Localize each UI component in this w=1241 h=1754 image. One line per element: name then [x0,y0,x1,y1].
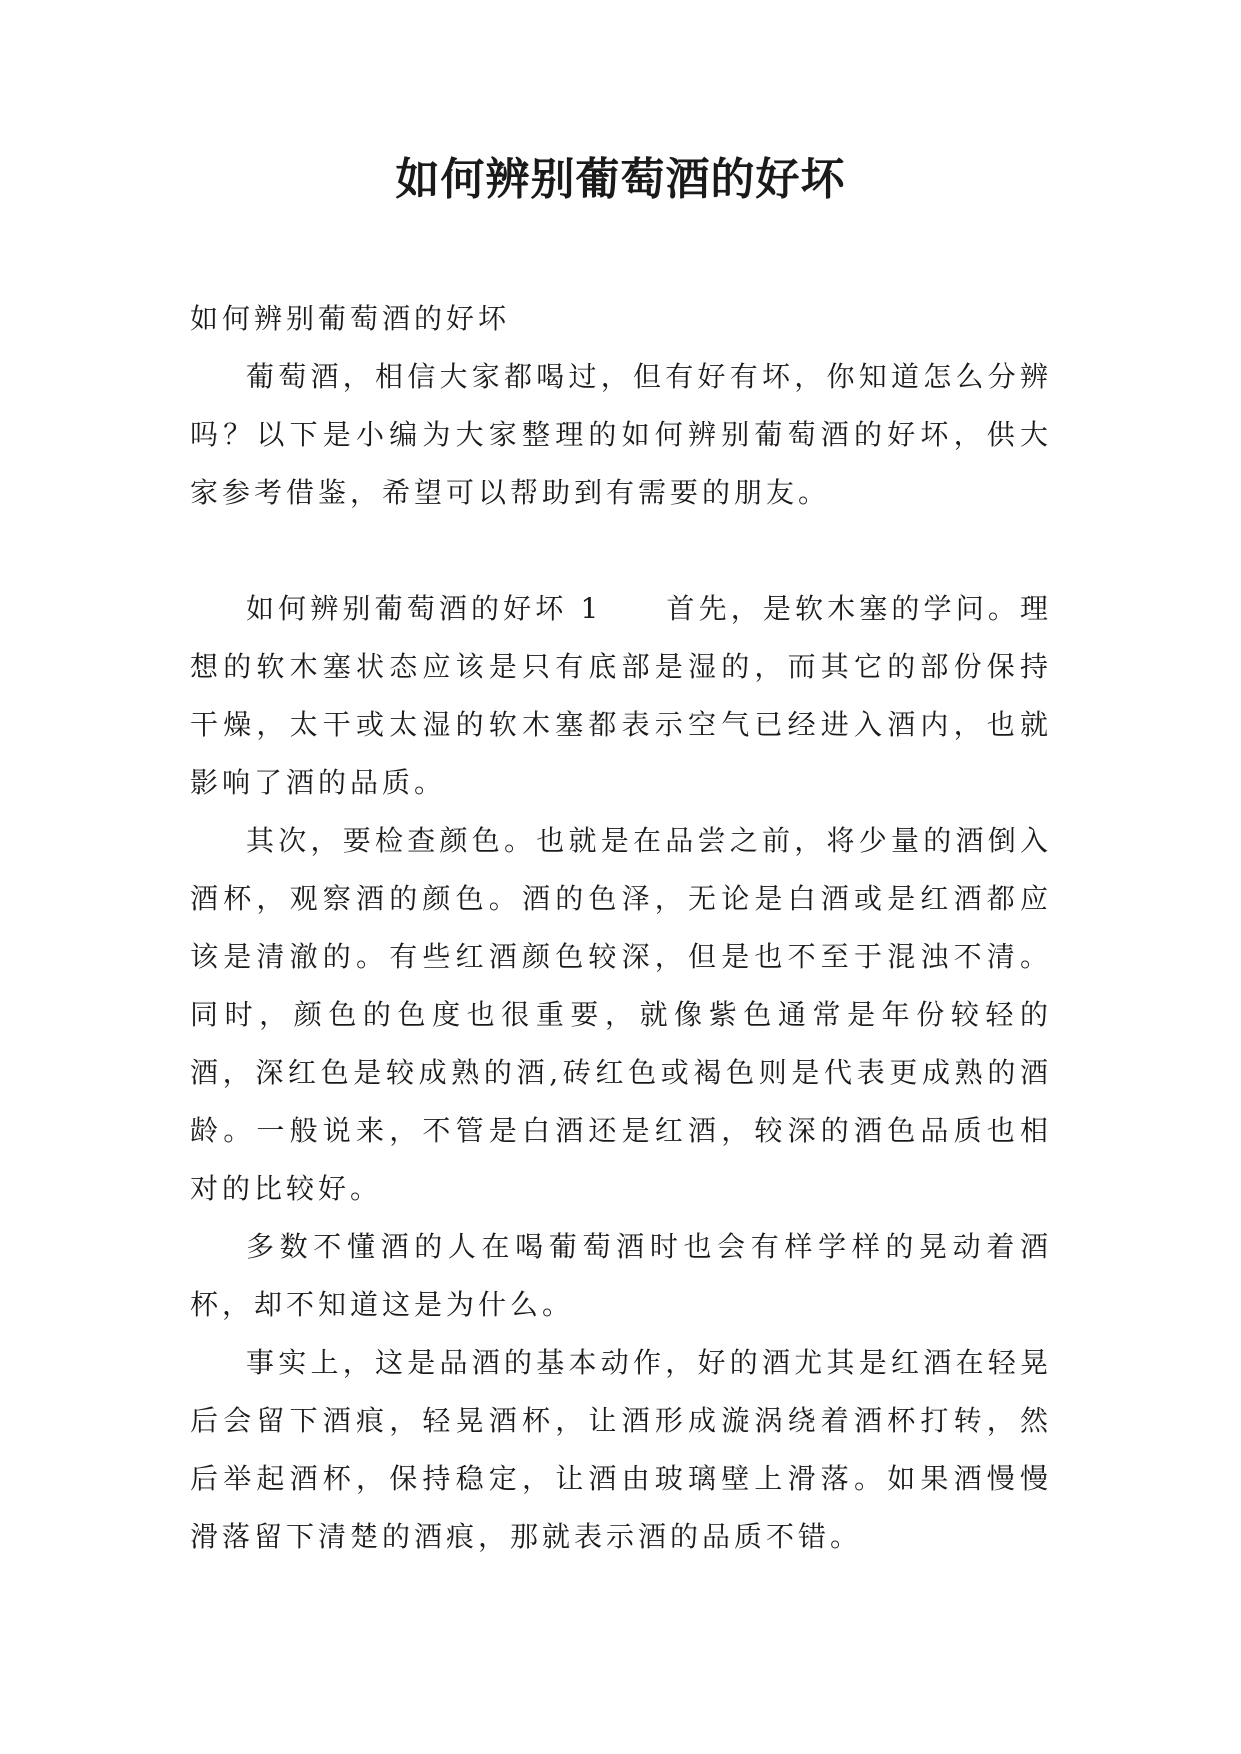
document-title: 如何辨别葡萄酒的好坏 [395,154,846,205]
section-1-heading: 如何辨别葡萄酒的好坏 1 [246,592,603,625]
paragraph-gap [190,522,1052,580]
color-paragraph: 其次，要检查颜色。也就是在品尝之前，将少量的酒倒入酒杯，观察酒的颜色。酒的色泽，无论是白酒或是红酒都应该是清澈的。有些红酒颜色较深，但是也不至于混浊不清。同时，颜色的色度也很重要，就像紫色通常是年份较轻的酒，深红色是较成熟的酒,砖红色或褐色则是代表更成熟的酒龄。一般说来，不管是白酒还是红酒，较深的酒色品质也相对的比较好。 [190,824,1052,1205]
section-1-spacer [602,592,666,625]
cork-paragraph: 首先，是软木塞的学问。理想的软木塞状态应该是只有底部是湿的，而其它的部份保持干燥，太干或太湿的软木塞都表示空气已经进入酒内，也就影响了酒的品质。 [190,592,1052,799]
document-body [190,290,1052,1566]
intro-paragraph: 葡萄酒，相信大家都喝过，但有好有坏，你知道怎么分辨吗？以下是小编为大家整理的如何辨别葡萄酒的好坏，供大家参考借鉴，希望可以帮助到有需要的朋友。 [190,360,1052,509]
document-subtitle: 如何辨别葡萄酒的好坏 [190,302,511,335]
swirl-detail-paragraph: 事实上，这是品酒的基本动作，好的酒尤其是红酒在轻晃后会留下酒痕，轻晃酒杯，让酒形成漩涡绕着酒杯打转，然后举起酒杯，保持稳定，让酒由玻璃壁上滑落。如果酒慢慢滑落留下清楚的酒痕，那就表示酒的品质不错。 [190,1346,1052,1553]
section-1-paragraph [190,580,1052,812]
swirl-intro-paragraph: 多数不懂酒的人在喝葡萄酒时也会有样学样的晃动着酒杯，却不知道这是为什么。 [190,1230,1052,1321]
